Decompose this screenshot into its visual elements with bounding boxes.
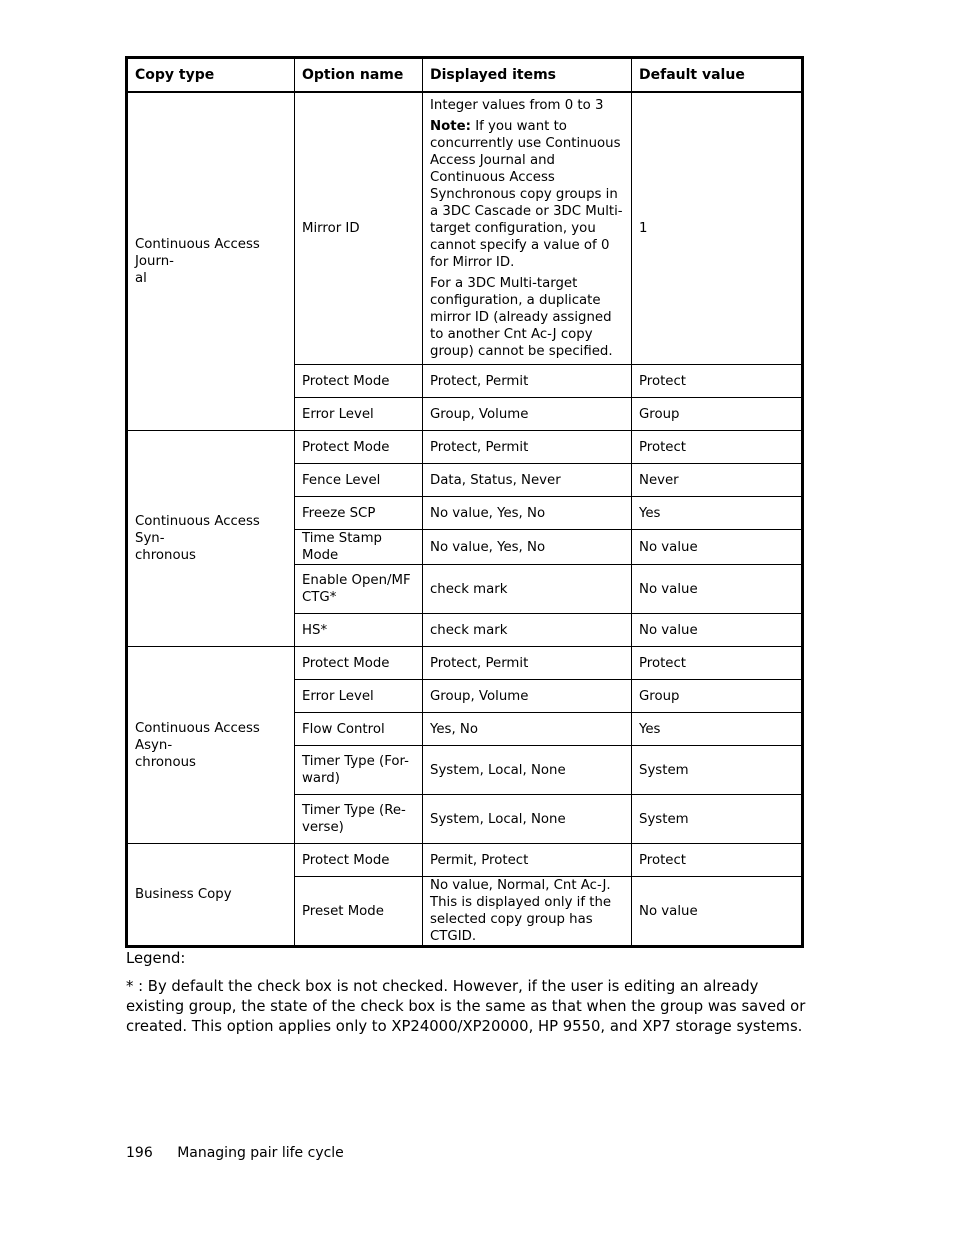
option-name-cell: Error Level xyxy=(295,680,423,713)
table-row xyxy=(127,647,803,680)
displayed-items-cell: No value, Yes, No xyxy=(423,530,632,565)
option-name-cell: HS* xyxy=(295,614,423,647)
option-name-cell: Mirror ID xyxy=(295,92,423,365)
option-name-cell: Protect Mode xyxy=(295,647,423,680)
displayed-items-cell: No value, Normal, Cnt Ac-J. This is displayed only if the selected copy group has CTGID. xyxy=(423,877,632,947)
table-row xyxy=(127,92,803,365)
displayed-items-cell xyxy=(423,92,632,365)
displayed-items-cell: System, Local, None xyxy=(423,795,632,844)
legend-text: * : By default the check box is not checked. However, if the user is editing an already existing group, the state of the check box is the same as that when the group was saved or created. This option applies only to XP24000/XP20000, HP 9550, and XP7 storage systems. xyxy=(126,978,806,1035)
page-footer xyxy=(126,1145,344,1161)
default-value-cell: Group xyxy=(632,680,803,713)
table-header-row xyxy=(127,58,803,93)
default-value-cell: Protect xyxy=(632,431,803,464)
default-value-cell: No value xyxy=(632,614,803,647)
option-name-cell: Time Stamp Mode xyxy=(295,530,423,565)
displayed-items-cell: check mark xyxy=(423,614,632,647)
displayed-items-cell: Data, Status, Never xyxy=(423,464,632,497)
displayed-items-cell: Permit, Protect xyxy=(423,844,632,877)
option-name-cell: Flow Control xyxy=(295,713,423,746)
copy-type-cell: Continuous Access Syn- chronous xyxy=(127,431,295,647)
default-value-cell: Protect xyxy=(632,647,803,680)
copy-type-cell: Continuous Access Journ- al xyxy=(127,92,295,431)
displayed-items-cell: No value, Yes, No xyxy=(423,497,632,530)
note-text: If you want to concurrently use Continuous Access Journal and Continuous Access Synchronous copy groups in a 3DC Cascade or 3DC Multi-target configuration, you cannot specify a value of 0 for Mirror ID. xyxy=(430,119,623,270)
displayed-items-note xyxy=(430,118,624,271)
option-name-cell: Protect Mode xyxy=(295,365,423,398)
default-value-cell: 1 xyxy=(632,92,803,365)
option-name-cell: Preset Mode xyxy=(295,877,423,947)
default-value-cell: System xyxy=(632,746,803,795)
default-value-cell: System xyxy=(632,795,803,844)
displayed-items-cell: Group, Volume xyxy=(423,398,632,431)
default-value-cell: Yes xyxy=(632,497,803,530)
displayed-items-cell: Protect, Permit xyxy=(423,431,632,464)
option-name-cell: Timer Type (Re- verse) xyxy=(295,795,423,844)
copy-type-cell: Business Copy xyxy=(127,844,295,947)
legend xyxy=(126,949,806,1045)
table-row xyxy=(127,844,803,877)
table-row xyxy=(127,431,803,464)
option-name-cell: Protect Mode xyxy=(295,431,423,464)
option-name-cell: Fence Level xyxy=(295,464,423,497)
displayed-items-cell: Yes, No xyxy=(423,713,632,746)
default-value-cell: Never xyxy=(632,464,803,497)
page-number: 196 xyxy=(126,1145,153,1161)
note-label: Note: xyxy=(430,119,471,134)
displayed-items-cell: Group, Volume xyxy=(423,680,632,713)
displayed-items-paragraph: For a 3DC Multi-target configuration, a duplicate mirror ID (already assigned to another Cnt Ac-J copy group) cannot be specified. xyxy=(430,276,613,359)
displayed-items-cell: Protect, Permit xyxy=(423,647,632,680)
displayed-items-cell: check mark xyxy=(423,565,632,614)
section-title: Managing pair life cycle xyxy=(177,1145,344,1161)
header-displayed-items: Displayed items xyxy=(423,58,632,93)
default-value-cell: Yes xyxy=(632,713,803,746)
default-value-cell: No value xyxy=(632,530,803,565)
option-name-cell: Error Level xyxy=(295,398,423,431)
default-value-cell: Protect xyxy=(632,365,803,398)
option-name-cell: Freeze SCP xyxy=(295,497,423,530)
header-copy-type: Copy type xyxy=(127,58,295,93)
header-option-name: Option name xyxy=(295,58,423,93)
option-name-cell: Protect Mode xyxy=(295,844,423,877)
displayed-items-cell: Protect, Permit xyxy=(423,365,632,398)
default-value-cell: No value xyxy=(632,877,803,947)
copy-type-cell: Continuous Access Asyn- chronous xyxy=(127,647,295,844)
default-value-cell: No value xyxy=(632,565,803,614)
option-name-cell: Enable Open/MF CTG* xyxy=(295,565,423,614)
copy-options-table xyxy=(125,56,804,948)
option-name-cell: Timer Type (For- ward) xyxy=(295,746,423,795)
default-value-cell: Group xyxy=(632,398,803,431)
legend-title: Legend: xyxy=(126,950,186,967)
displayed-items-cell: System, Local, None xyxy=(423,746,632,795)
header-default-value: Default value xyxy=(632,58,803,93)
default-value-cell: Protect xyxy=(632,844,803,877)
displayed-items-line: Integer values from 0 to 3 xyxy=(430,98,604,113)
